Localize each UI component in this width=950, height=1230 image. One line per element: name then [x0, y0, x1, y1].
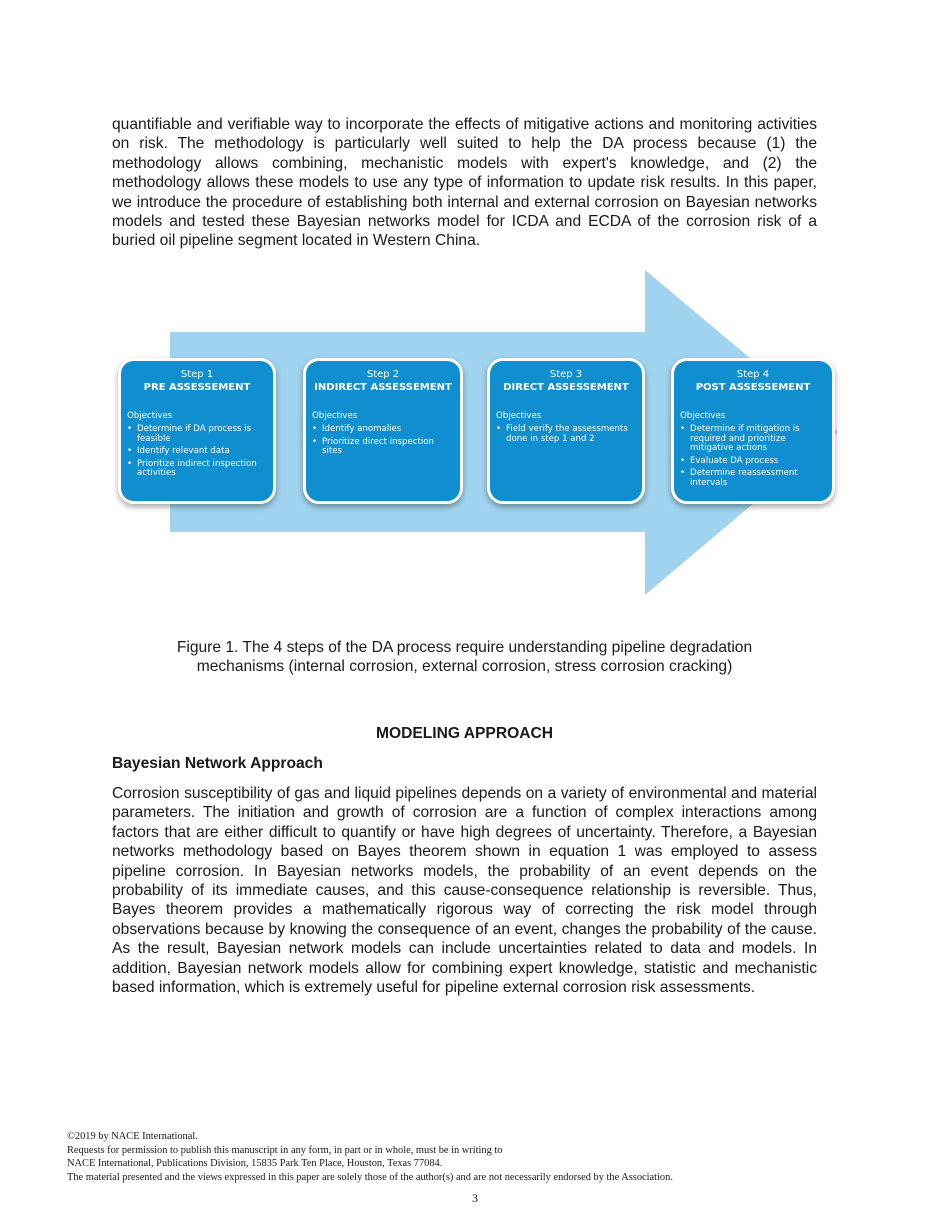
step-2-title: INDIRECT ASSESSEMENT	[314, 382, 452, 393]
step-3-objectives-list	[496, 425, 636, 444]
list-item: • Determine if DA process is feasible	[137, 425, 267, 444]
figure-caption-line-1: Figure 1. The 4 steps of the DA process require understanding pipeline degradation	[176, 639, 753, 656]
footer-line: Requests for permission to publish this manuscript in any form, in part or in whole, must be in writing to	[67, 1144, 503, 1156]
list-item: • Determine if mitigation is required and prioritize mitigative actions	[690, 425, 826, 454]
step-4-objectives-label: Objectives	[680, 411, 726, 421]
step-4-title: POST ASSESSEMENT	[695, 382, 811, 393]
list-item: • Prioritize indirect inspection activities	[137, 460, 267, 479]
section-heading: MODELING APPROACH	[375, 725, 554, 742]
step-4-number: Step 4	[736, 369, 770, 380]
list-item: • Identify relevant data	[137, 447, 267, 457]
step-1-box	[118, 358, 276, 504]
step-3-objectives-label: Objectives	[496, 411, 542, 421]
step-3-title: DIRECT ASSESSEMENT	[503, 382, 629, 393]
list-item: • Determine reassessment intervals	[690, 469, 826, 488]
footer-line: The material presented and the views expressed in this paper are solely those of the author(s) and are not necessarily endorsed by the Association.	[67, 1172, 673, 1184]
step-3-number: Step 3	[549, 369, 583, 380]
step-1-objectives-list	[127, 425, 267, 479]
step-2-objectives-list	[312, 425, 454, 457]
footer-line: NACE International, Publications Division, 15835 Park Ten Place, Houston, Texas 77084.	[67, 1158, 443, 1170]
list-item: • Field verify the assessments done in step 1 and 2	[506, 425, 636, 444]
list-item: • Prioritize direct inspection sites	[322, 438, 454, 457]
subsection-heading: Bayesian Network Approach	[112, 755, 323, 772]
step-1-number: Step 1	[180, 369, 214, 380]
intro-paragraph: quantifiable and verifiable way to incorporate the effects of mitigative actions and monitoring activities on risk. The methodology is particularly well suited to help the DA process because (1) the methodology allows combining, mechanistic models with expert's knowledge, and (2) the methodology allows these models to use any type of information to update risk results. In this paper, we introduce the procedure of establishing both internal and external corrosion on Bayesian networks models and tested these Bayesian networks model for ICDA and ECDA of the corrosion risk of a buried oil pipeline segment located in Western China.	[112, 116, 817, 250]
step-4-box	[671, 358, 835, 504]
step-1-objectives-label: Objectives	[127, 411, 173, 421]
list-item: • Identify anomalies	[322, 425, 454, 435]
step-2-objectives-label: Objectives	[312, 411, 358, 421]
body-paragraph: Corrosion susceptibility of gas and liquid pipelines depends on a variety of environmental and material parameters. The initiation and growth of corrosion are a function of complex interactions among factors that are either difficult to quantify or have high degrees of uncertainty. Therefore, a Bayesian networks methodology based on Bayes theorem shown in equation 1 was employed to assess pipeline corrosion. In Bayesian networks models, the probability of an event depends on the probability of its immediate causes, and this cause-consequence relationship is reversible. Thus, Bayes theorem provides a mathematically rigorous way of correcting the risk model through observations because by knowing the consequence of an event, changes the probability of the cause. As the result, Bayesian network models can include uncertainties related to data and models. In addition, Bayesian network models allow for combining expert knowledge, statistic and mechanistic based information, which is extremely useful for pipeline external corrosion risk assessments.	[112, 785, 817, 997]
step-2-box	[303, 358, 463, 504]
step-3-box	[487, 358, 645, 504]
footer-line: ©2019 by NACE International.	[67, 1131, 198, 1142]
figure-caption-line-2: mechanisms (internal corrosion, external corrosion, stress corrosion cracking)	[196, 658, 733, 676]
step-2-number: Step 2	[366, 369, 400, 380]
step-1-title: PRE ASSESSEMENT	[143, 382, 251, 393]
list-item: • Evaluate DA process	[690, 457, 826, 467]
copyright-footer	[67, 1130, 673, 1185]
step-4-objectives-list	[680, 425, 826, 489]
figure-caption	[112, 638, 817, 677]
page-number: 3	[472, 1191, 478, 1205]
da-process-figure	[115, 270, 840, 600]
